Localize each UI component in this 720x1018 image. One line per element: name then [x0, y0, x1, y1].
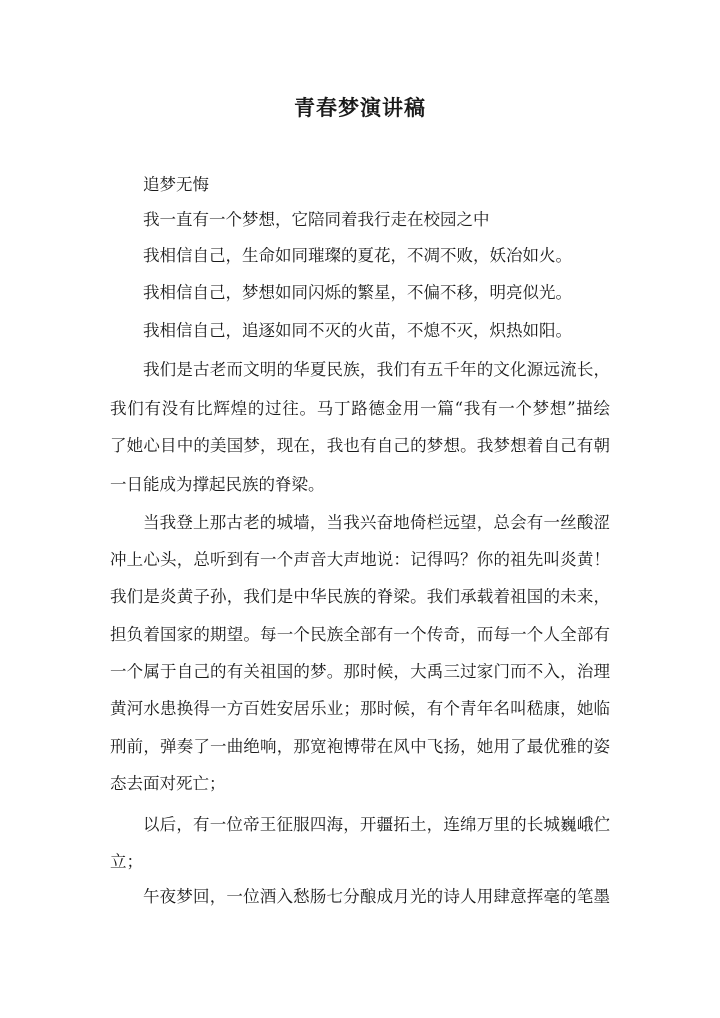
text-line: 了她心目中的美国梦，现在，我也有自己的梦想。我梦想着自己有朝	[110, 436, 610, 455]
text-line: 态去面对死亡；	[110, 774, 226, 793]
text-line: 立；	[110, 852, 143, 871]
text-line: 午夜梦回，一位酒入愁肠七分酿成月光的诗人用肆意挥毫的笔墨	[143, 887, 610, 906]
text-line: 我们是炎黄子孙，我们是中华民族的脊梁。我们承载着祖国的未来，	[110, 587, 610, 606]
page-title: 青春梦演讲稿	[294, 95, 426, 120]
text-line: 我一直有一个梦想，它陪同着我行走在校园之中	[143, 210, 490, 229]
text-line: 一个属于自己的有关祖国的梦。那时候，大禹三过家门而不入，治理	[110, 662, 610, 681]
text-line: 我相信自己，追逐如同不灭的火苗，不熄不灭，炽热如阳。	[143, 321, 572, 340]
subtitle: 追梦无悔	[143, 175, 209, 194]
text-line: 以后，有一位帝王征服四海，开疆拓土，连绵万里的长城巍峨伫	[143, 815, 610, 834]
text-line: 我相信自己，生命如同璀璨的夏花，不凋不败，妖冶如火。	[143, 246, 572, 265]
text-line: 黄河水患换得一方百姓安居乐业；那时候，有个青年名叫嵇康，她临	[110, 699, 610, 718]
text-line: 刑前，弹奏了一曲绝响，那宽袍博带在风中飞扬，她用了最优雅的姿	[110, 737, 610, 756]
text-line: 担负着国家的期望。每一个民族全部有一个传奇，而每一个人全部有	[110, 625, 610, 644]
text-line: 冲上心头，总听到有一个声音大声地说：记得吗？你的祖先叫炎黄！	[110, 550, 610, 569]
text-line: 我们是古老而文明的华夏民族，我们有五千年的文化源远流长，	[143, 360, 610, 379]
text-line: 当我登上那古老的城墙，当我兴奋地倚栏远望，总会有一丝酸涩	[143, 513, 610, 532]
text-line: 一日能成为撑起民族的脊梁。	[110, 475, 325, 494]
text-line: 我们有没有比辉煌的过往。马丁路德金用一篇“我有一个梦想”描绘	[110, 399, 610, 418]
text-line: 我相信自己，梦想如同闪烁的繁星，不偏不移，明亮似光。	[143, 283, 572, 302]
